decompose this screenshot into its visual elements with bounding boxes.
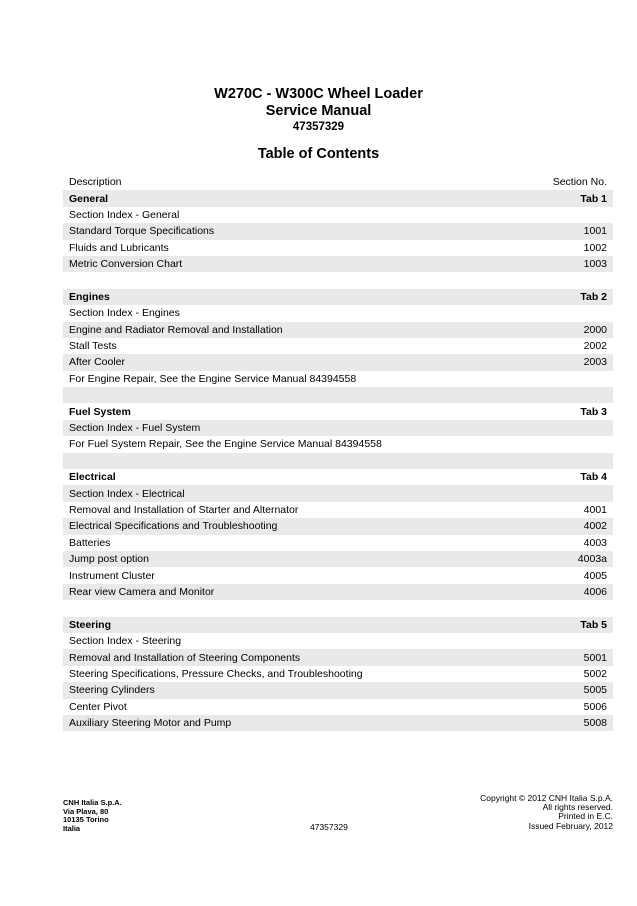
toc-entry-row xyxy=(63,207,613,223)
entry-description: Section Index - Electrical xyxy=(69,487,185,500)
toc-entry-row xyxy=(63,420,613,436)
entry-description: Section Index - Engines xyxy=(69,307,180,320)
toc-entry-row xyxy=(63,535,613,551)
toc-entry-row xyxy=(63,649,613,665)
entry-section-number: Tab 4 xyxy=(580,471,607,484)
entry-description: Standard Torque Specifications xyxy=(69,225,215,238)
entry-description: Steering xyxy=(69,618,112,631)
entry-section-number: 4006 xyxy=(583,585,607,598)
entry-section-number: 4005 xyxy=(583,569,607,582)
entry-section-number: 4002 xyxy=(583,520,607,533)
copyright-block xyxy=(480,794,613,831)
address-line: Via Plava, 80 xyxy=(63,806,109,816)
toc-entry-row xyxy=(63,682,613,698)
toc-entry-row xyxy=(63,256,613,272)
toc-entry-row xyxy=(63,338,613,354)
entry-description: Electrical xyxy=(69,471,116,484)
toc-entry-row xyxy=(63,699,613,715)
entry-description: Steering Specifications, Pressure Checks, and Troubleshooting xyxy=(69,667,363,680)
toc-entry-row xyxy=(63,322,613,338)
entry-description: Engine and Radiator Removal and Installation xyxy=(69,323,283,336)
section-heading-row xyxy=(63,469,613,485)
entry-section-number: 4003a xyxy=(577,553,607,566)
entry-section-number: 5008 xyxy=(583,717,607,730)
entry-description: For Fuel System Repair, See the Engine Service Manual 84394558 xyxy=(69,438,382,451)
entry-section-number: 5006 xyxy=(583,700,607,713)
section-heading-row xyxy=(63,190,613,206)
manual-subtitle: Service Manual xyxy=(265,103,372,119)
spacer-row xyxy=(63,453,613,469)
entry-section-number: 2002 xyxy=(583,340,607,353)
entry-section-number: Tab 3 xyxy=(580,405,607,418)
section-heading-row xyxy=(63,289,613,305)
column-header-description: Description xyxy=(69,176,122,189)
entry-description: General xyxy=(69,192,109,205)
issued-line: Issued February, 2012 xyxy=(528,820,613,831)
entry-section-number: 1001 xyxy=(583,225,607,238)
entry-description: Center Pivot xyxy=(69,700,127,713)
address-line: 10135 Torino xyxy=(63,815,109,824)
entry-section-number: 2000 xyxy=(583,323,607,336)
entry-description: Jump post option xyxy=(69,553,149,566)
column-header-section-no: Section No. xyxy=(552,176,607,189)
manual-title: W270C - W300C Wheel Loader xyxy=(214,86,423,102)
document-header xyxy=(0,86,637,134)
section-heading-row xyxy=(63,403,613,419)
address-line: CNH Italia S.p.A. xyxy=(63,798,122,807)
toc-entry-row xyxy=(63,485,613,501)
entry-description: Stall Tests xyxy=(69,340,117,353)
entry-section-number: 5001 xyxy=(583,651,607,664)
entry-section-number: 1003 xyxy=(583,258,607,271)
entry-description: Electrical Specifications and Troubleshooting xyxy=(69,520,278,533)
entry-description: Removal and Installation of Steering Components xyxy=(69,651,301,664)
table-of-contents xyxy=(63,174,613,731)
toc-entry-row xyxy=(63,666,613,682)
footer-document-number: 47357329 xyxy=(310,822,348,832)
copyright-line: Copyright © 2012 CNH Italia S.p.A. xyxy=(480,793,613,803)
toc-entry-row xyxy=(63,715,613,731)
entry-section-number: Tab 5 xyxy=(580,618,607,631)
spacer-row xyxy=(63,600,613,616)
toc-entry-row xyxy=(63,567,613,583)
toc-entry-row xyxy=(63,436,613,452)
entry-description: Section Index - General xyxy=(69,208,180,221)
entry-section-number: 5002 xyxy=(583,667,607,680)
entry-description: Instrument Cluster xyxy=(69,569,155,582)
toc-title: Table of Contents xyxy=(257,146,380,162)
entry-description: Engines xyxy=(69,290,110,303)
toc-entry-row xyxy=(63,305,613,321)
section-heading-row xyxy=(63,617,613,633)
entry-description: For Engine Repair, See the Engine Service Manual 84394558 xyxy=(69,372,357,385)
toc-entry-row xyxy=(63,371,613,387)
entry-description: Section Index - Fuel System xyxy=(69,422,201,435)
printed-line: Printed in E.C. xyxy=(558,811,613,822)
toc-entry-row xyxy=(63,551,613,567)
toc-entry-row xyxy=(63,240,613,256)
toc-entry-row xyxy=(63,584,613,600)
document-number: 47357329 xyxy=(292,121,345,133)
entry-description: Batteries xyxy=(69,536,111,549)
entry-description: Removal and Installation of Starter and Alternator xyxy=(69,504,299,516)
entry-description: Steering Cylinders xyxy=(69,684,155,697)
entry-description: Fuel System xyxy=(69,405,131,418)
entry-section-number: 4001 xyxy=(583,504,607,516)
toc-entry-row xyxy=(63,502,613,518)
entry-description: Auxiliary Steering Motor and Pump xyxy=(69,717,232,730)
entry-description: After Cooler xyxy=(69,356,126,369)
rights-line: All rights reserved. xyxy=(542,802,613,813)
entry-section-number: 1002 xyxy=(583,241,607,254)
entry-description: Fluids and Lubricants xyxy=(69,241,169,254)
entry-section-number: Tab 1 xyxy=(580,192,607,205)
toc-entry-row xyxy=(63,223,613,239)
entry-section-number: 2003 xyxy=(583,356,607,369)
entry-section-number: Tab 2 xyxy=(580,290,607,303)
address-line: Italia xyxy=(63,823,81,833)
entry-description: Section Index - Steering xyxy=(69,635,182,648)
toc-entry-row xyxy=(63,633,613,649)
column-header-row xyxy=(63,174,613,190)
entry-section-number: 4003 xyxy=(583,536,607,549)
spacer-row xyxy=(63,272,613,288)
toc-entry-row xyxy=(63,354,613,370)
entry-section-number: 5005 xyxy=(583,684,607,697)
spacer-row xyxy=(63,387,613,403)
entry-description: Metric Conversion Chart xyxy=(69,258,183,271)
publisher-address xyxy=(63,799,122,833)
toc-entry-row xyxy=(63,518,613,534)
toc-rows xyxy=(63,190,613,731)
entry-description: Rear view Camera and Monitor xyxy=(69,585,215,598)
